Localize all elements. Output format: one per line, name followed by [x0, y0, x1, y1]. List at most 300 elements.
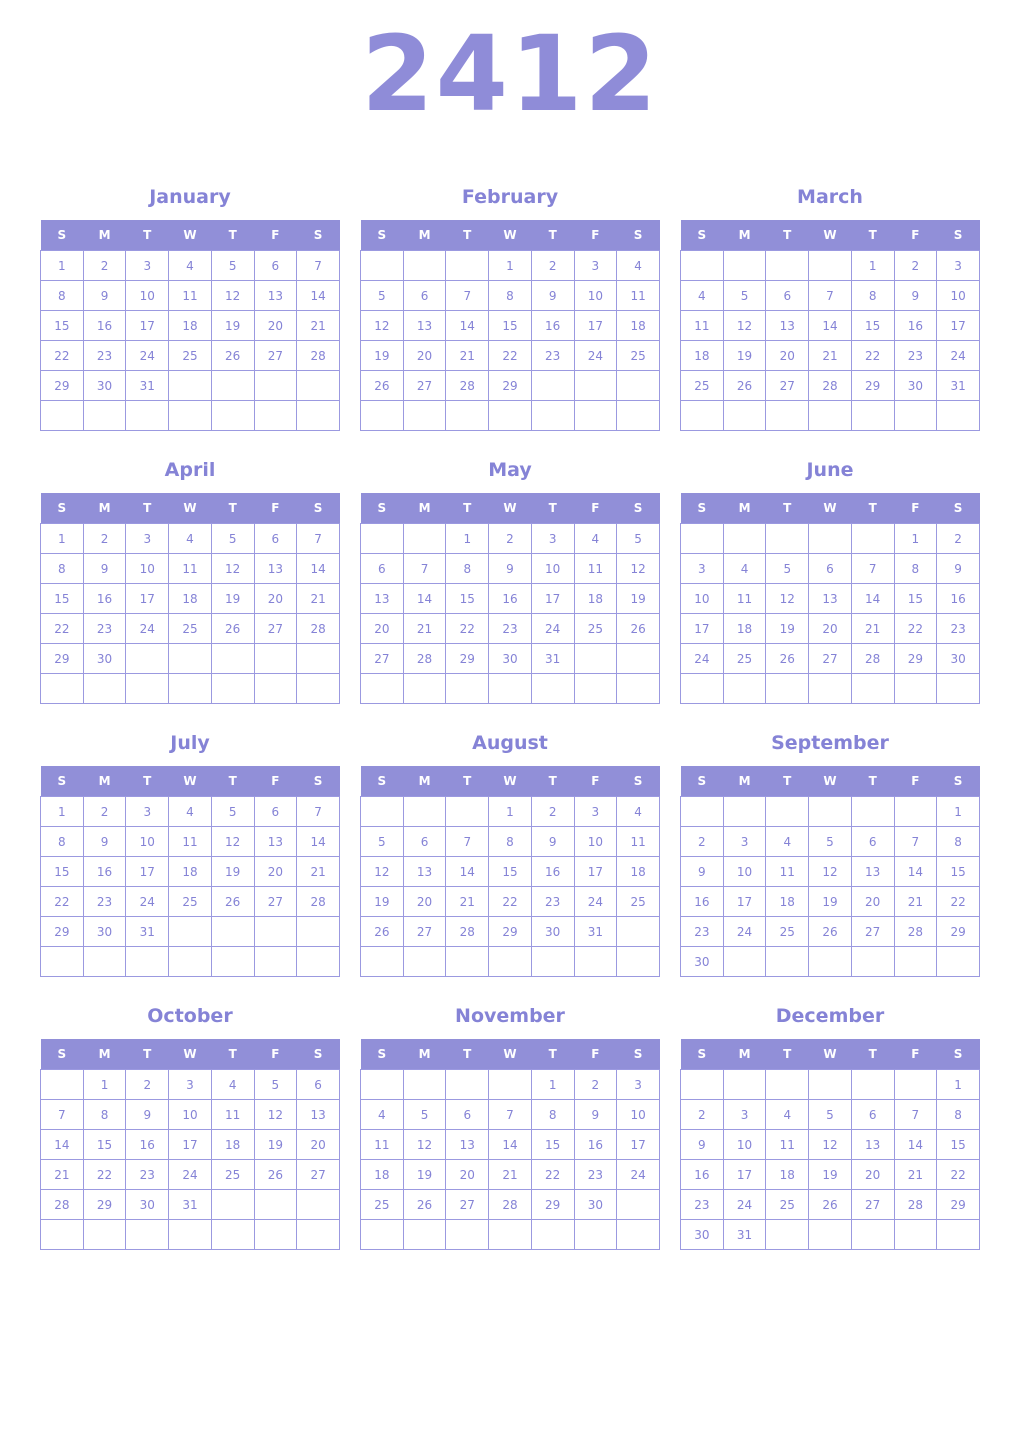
day-cell[interactable]: 4	[681, 281, 724, 311]
day-cell[interactable]: 9	[126, 1100, 169, 1130]
day-cell[interactable]: 26	[809, 1190, 852, 1220]
day-cell[interactable]: 18	[169, 857, 212, 887]
day-cell[interactable]: 1	[83, 1070, 126, 1100]
day-cell[interactable]: 13	[361, 584, 404, 614]
day-cell[interactable]: 7	[489, 1100, 532, 1130]
day-cell[interactable]: 1	[894, 524, 937, 554]
day-cell[interactable]: 15	[489, 857, 532, 887]
day-cell[interactable]: 28	[446, 917, 489, 947]
day-cell[interactable]: 18	[766, 1160, 809, 1190]
day-cell[interactable]: 11	[617, 281, 660, 311]
day-cell[interactable]: 10	[169, 1100, 212, 1130]
day-cell[interactable]: 29	[937, 1190, 980, 1220]
day-cell[interactable]: 23	[83, 887, 126, 917]
day-cell[interactable]: 1	[446, 524, 489, 554]
day-cell[interactable]: 5	[361, 281, 404, 311]
day-cell[interactable]: 8	[937, 827, 980, 857]
day-cell[interactable]: 30	[681, 1220, 724, 1250]
day-cell[interactable]: 19	[809, 1160, 852, 1190]
day-cell[interactable]: 28	[851, 644, 894, 674]
day-cell[interactable]: 5	[211, 524, 254, 554]
day-cell[interactable]: 24	[126, 887, 169, 917]
day-cell[interactable]: 22	[489, 341, 532, 371]
day-cell[interactable]: 4	[169, 524, 212, 554]
day-cell[interactable]: 28	[297, 614, 340, 644]
day-cell[interactable]: 2	[489, 524, 532, 554]
day-cell[interactable]: 26	[211, 341, 254, 371]
day-cell[interactable]: 27	[297, 1160, 340, 1190]
day-cell[interactable]: 28	[894, 1190, 937, 1220]
day-cell[interactable]: 25	[169, 887, 212, 917]
day-cell[interactable]: 12	[617, 554, 660, 584]
day-cell[interactable]: 5	[723, 281, 766, 311]
day-cell[interactable]: 25	[574, 614, 617, 644]
day-cell[interactable]: 16	[681, 887, 724, 917]
day-cell[interactable]: 11	[681, 311, 724, 341]
day-cell[interactable]: 26	[361, 917, 404, 947]
day-cell[interactable]: 28	[489, 1190, 532, 1220]
day-cell[interactable]: 14	[446, 311, 489, 341]
day-cell[interactable]: 22	[937, 887, 980, 917]
day-cell[interactable]: 7	[403, 554, 446, 584]
day-cell[interactable]: 13	[403, 857, 446, 887]
day-cell[interactable]: 23	[574, 1160, 617, 1190]
day-cell[interactable]: 18	[169, 584, 212, 614]
day-cell[interactable]: 31	[574, 917, 617, 947]
day-cell[interactable]: 11	[617, 827, 660, 857]
day-cell[interactable]: 11	[723, 584, 766, 614]
day-cell[interactable]: 12	[211, 281, 254, 311]
day-cell[interactable]: 16	[489, 584, 532, 614]
day-cell[interactable]: 20	[403, 887, 446, 917]
day-cell[interactable]: 22	[41, 887, 84, 917]
day-cell[interactable]: 9	[681, 857, 724, 887]
day-cell[interactable]: 24	[723, 917, 766, 947]
day-cell[interactable]: 13	[254, 281, 297, 311]
day-cell[interactable]: 20	[297, 1130, 340, 1160]
day-cell[interactable]: 13	[766, 311, 809, 341]
day-cell[interactable]: 19	[361, 887, 404, 917]
day-cell[interactable]: 3	[723, 827, 766, 857]
day-cell[interactable]: 20	[446, 1160, 489, 1190]
day-cell[interactable]: 13	[254, 554, 297, 584]
day-cell[interactable]: 25	[723, 644, 766, 674]
day-cell[interactable]: 3	[681, 554, 724, 584]
day-cell[interactable]: 29	[937, 917, 980, 947]
day-cell[interactable]: 16	[83, 311, 126, 341]
day-cell[interactable]: 27	[851, 1190, 894, 1220]
day-cell[interactable]: 25	[211, 1160, 254, 1190]
day-cell[interactable]: 11	[211, 1100, 254, 1130]
day-cell[interactable]: 29	[489, 917, 532, 947]
day-cell[interactable]: 17	[126, 857, 169, 887]
day-cell[interactable]: 25	[169, 341, 212, 371]
day-cell[interactable]: 22	[531, 1160, 574, 1190]
day-cell[interactable]: 12	[211, 827, 254, 857]
day-cell[interactable]: 18	[681, 341, 724, 371]
day-cell[interactable]: 17	[723, 1160, 766, 1190]
day-cell[interactable]: 23	[681, 1190, 724, 1220]
day-cell[interactable]: 19	[766, 614, 809, 644]
day-cell[interactable]: 27	[254, 341, 297, 371]
day-cell[interactable]: 21	[297, 584, 340, 614]
day-cell[interactable]: 12	[361, 311, 404, 341]
day-cell[interactable]: 26	[766, 644, 809, 674]
day-cell[interactable]: 25	[681, 371, 724, 401]
day-cell[interactable]: 15	[83, 1130, 126, 1160]
day-cell[interactable]: 27	[361, 644, 404, 674]
day-cell[interactable]: 24	[531, 614, 574, 644]
day-cell[interactable]: 3	[126, 797, 169, 827]
day-cell[interactable]: 24	[723, 1190, 766, 1220]
day-cell[interactable]: 3	[723, 1100, 766, 1130]
day-cell[interactable]: 31	[126, 917, 169, 947]
day-cell[interactable]: 24	[574, 887, 617, 917]
day-cell[interactable]: 8	[851, 281, 894, 311]
day-cell[interactable]: 4	[723, 554, 766, 584]
day-cell[interactable]: 30	[937, 644, 980, 674]
day-cell[interactable]: 13	[446, 1130, 489, 1160]
day-cell[interactable]: 4	[766, 1100, 809, 1130]
day-cell[interactable]: 31	[723, 1220, 766, 1250]
day-cell[interactable]: 31	[937, 371, 980, 401]
day-cell[interactable]: 14	[446, 857, 489, 887]
day-cell[interactable]: 16	[681, 1160, 724, 1190]
day-cell[interactable]: 27	[403, 371, 446, 401]
day-cell[interactable]: 28	[894, 917, 937, 947]
day-cell[interactable]: 18	[617, 311, 660, 341]
day-cell[interactable]: 21	[446, 887, 489, 917]
day-cell[interactable]: 10	[617, 1100, 660, 1130]
day-cell[interactable]: 15	[894, 584, 937, 614]
day-cell[interactable]: 5	[809, 827, 852, 857]
day-cell[interactable]: 6	[809, 554, 852, 584]
day-cell[interactable]: 20	[809, 614, 852, 644]
day-cell[interactable]: 3	[126, 251, 169, 281]
day-cell[interactable]: 22	[851, 341, 894, 371]
day-cell[interactable]: 15	[851, 311, 894, 341]
day-cell[interactable]: 16	[83, 584, 126, 614]
day-cell[interactable]: 12	[766, 584, 809, 614]
day-cell[interactable]: 17	[574, 857, 617, 887]
day-cell[interactable]: 29	[41, 371, 84, 401]
day-cell[interactable]: 12	[809, 857, 852, 887]
day-cell[interactable]: 9	[681, 1130, 724, 1160]
day-cell[interactable]: 23	[83, 614, 126, 644]
day-cell[interactable]: 14	[489, 1130, 532, 1160]
day-cell[interactable]: 3	[617, 1070, 660, 1100]
day-cell[interactable]: 21	[446, 341, 489, 371]
day-cell[interactable]: 15	[937, 857, 980, 887]
day-cell[interactable]: 22	[937, 1160, 980, 1190]
day-cell[interactable]: 2	[681, 827, 724, 857]
day-cell[interactable]: 11	[574, 554, 617, 584]
day-cell[interactable]: 12	[254, 1100, 297, 1130]
day-cell[interactable]: 23	[83, 341, 126, 371]
day-cell[interactable]: 28	[403, 644, 446, 674]
day-cell[interactable]: 11	[169, 554, 212, 584]
day-cell[interactable]: 21	[894, 887, 937, 917]
day-cell[interactable]: 13	[403, 311, 446, 341]
day-cell[interactable]: 11	[169, 281, 212, 311]
day-cell[interactable]: 21	[41, 1160, 84, 1190]
day-cell[interactable]: 29	[851, 371, 894, 401]
day-cell[interactable]: 2	[83, 797, 126, 827]
day-cell[interactable]: 2	[937, 524, 980, 554]
day-cell[interactable]: 11	[169, 827, 212, 857]
day-cell[interactable]: 20	[766, 341, 809, 371]
day-cell[interactable]: 19	[211, 584, 254, 614]
day-cell[interactable]: 20	[254, 857, 297, 887]
day-cell[interactable]: 26	[617, 614, 660, 644]
day-cell[interactable]: 28	[297, 887, 340, 917]
day-cell[interactable]: 25	[361, 1190, 404, 1220]
day-cell[interactable]: 19	[403, 1160, 446, 1190]
day-cell[interactable]: 1	[937, 797, 980, 827]
day-cell[interactable]: 4	[169, 797, 212, 827]
day-cell[interactable]: 6	[297, 1070, 340, 1100]
day-cell[interactable]: 18	[766, 887, 809, 917]
day-cell[interactable]: 10	[574, 827, 617, 857]
day-cell[interactable]: 23	[531, 341, 574, 371]
day-cell[interactable]: 27	[254, 887, 297, 917]
day-cell[interactable]: 19	[361, 341, 404, 371]
day-cell[interactable]: 5	[361, 827, 404, 857]
day-cell[interactable]: 10	[723, 1130, 766, 1160]
day-cell[interactable]: 7	[446, 281, 489, 311]
day-cell[interactable]: 26	[211, 614, 254, 644]
day-cell[interactable]: 5	[766, 554, 809, 584]
day-cell[interactable]: 9	[531, 281, 574, 311]
day-cell[interactable]: 4	[766, 827, 809, 857]
day-cell[interactable]: 1	[489, 797, 532, 827]
day-cell[interactable]: 22	[83, 1160, 126, 1190]
day-cell[interactable]: 10	[937, 281, 980, 311]
day-cell[interactable]: 8	[83, 1100, 126, 1130]
day-cell[interactable]: 10	[531, 554, 574, 584]
day-cell[interactable]: 15	[41, 857, 84, 887]
day-cell[interactable]: 27	[766, 371, 809, 401]
day-cell[interactable]: 1	[41, 524, 84, 554]
day-cell[interactable]: 20	[851, 887, 894, 917]
day-cell[interactable]: 18	[574, 584, 617, 614]
day-cell[interactable]: 26	[211, 887, 254, 917]
day-cell[interactable]: 18	[169, 311, 212, 341]
day-cell[interactable]: 18	[617, 857, 660, 887]
day-cell[interactable]: 16	[83, 857, 126, 887]
day-cell[interactable]: 27	[403, 917, 446, 947]
day-cell[interactable]: 14	[297, 281, 340, 311]
day-cell[interactable]: 28	[809, 371, 852, 401]
day-cell[interactable]: 27	[446, 1190, 489, 1220]
day-cell[interactable]: 21	[809, 341, 852, 371]
day-cell[interactable]: 15	[41, 311, 84, 341]
day-cell[interactable]: 17	[617, 1130, 660, 1160]
day-cell[interactable]: 15	[41, 584, 84, 614]
day-cell[interactable]: 29	[446, 644, 489, 674]
day-cell[interactable]: 23	[531, 887, 574, 917]
day-cell[interactable]: 7	[297, 797, 340, 827]
day-cell[interactable]: 13	[254, 827, 297, 857]
day-cell[interactable]: 22	[446, 614, 489, 644]
day-cell[interactable]: 8	[937, 1100, 980, 1130]
day-cell[interactable]: 20	[851, 1160, 894, 1190]
day-cell[interactable]: 2	[894, 251, 937, 281]
day-cell[interactable]: 21	[489, 1160, 532, 1190]
day-cell[interactable]: 22	[41, 341, 84, 371]
day-cell[interactable]: 14	[297, 827, 340, 857]
day-cell[interactable]: 16	[531, 311, 574, 341]
day-cell[interactable]: 7	[297, 251, 340, 281]
day-cell[interactable]: 26	[361, 371, 404, 401]
day-cell[interactable]: 6	[254, 251, 297, 281]
day-cell[interactable]: 19	[809, 887, 852, 917]
day-cell[interactable]: 15	[531, 1130, 574, 1160]
day-cell[interactable]: 22	[894, 614, 937, 644]
day-cell[interactable]: 4	[617, 251, 660, 281]
day-cell[interactable]: 24	[574, 341, 617, 371]
day-cell[interactable]: 3	[574, 797, 617, 827]
day-cell[interactable]: 16	[894, 311, 937, 341]
day-cell[interactable]: 30	[894, 371, 937, 401]
day-cell[interactable]: 2	[83, 524, 126, 554]
day-cell[interactable]: 17	[574, 311, 617, 341]
day-cell[interactable]: 27	[851, 917, 894, 947]
day-cell[interactable]: 14	[297, 554, 340, 584]
day-cell[interactable]: 17	[681, 614, 724, 644]
day-cell[interactable]: 24	[617, 1160, 660, 1190]
day-cell[interactable]: 2	[83, 251, 126, 281]
day-cell[interactable]: 14	[41, 1130, 84, 1160]
day-cell[interactable]: 8	[41, 827, 84, 857]
day-cell[interactable]: 19	[211, 857, 254, 887]
day-cell[interactable]: 12	[403, 1130, 446, 1160]
day-cell[interactable]: 16	[574, 1130, 617, 1160]
day-cell[interactable]: 12	[809, 1130, 852, 1160]
day-cell[interactable]: 25	[766, 1190, 809, 1220]
day-cell[interactable]: 5	[617, 524, 660, 554]
day-cell[interactable]: 4	[574, 524, 617, 554]
day-cell[interactable]: 6	[403, 827, 446, 857]
day-cell[interactable]: 26	[809, 917, 852, 947]
day-cell[interactable]: 5	[254, 1070, 297, 1100]
day-cell[interactable]: 29	[531, 1190, 574, 1220]
day-cell[interactable]: 27	[809, 644, 852, 674]
day-cell[interactable]: 23	[489, 614, 532, 644]
day-cell[interactable]: 10	[681, 584, 724, 614]
day-cell[interactable]: 9	[83, 554, 126, 584]
day-cell[interactable]: 28	[41, 1190, 84, 1220]
day-cell[interactable]: 17	[126, 311, 169, 341]
day-cell[interactable]: 7	[297, 524, 340, 554]
day-cell[interactable]: 25	[617, 341, 660, 371]
day-cell[interactable]: 24	[126, 614, 169, 644]
day-cell[interactable]: 12	[361, 857, 404, 887]
day-cell[interactable]: 5	[403, 1100, 446, 1130]
day-cell[interactable]: 29	[83, 1190, 126, 1220]
day-cell[interactable]: 16	[531, 857, 574, 887]
day-cell[interactable]: 30	[83, 917, 126, 947]
day-cell[interactable]: 20	[403, 341, 446, 371]
day-cell[interactable]: 8	[489, 827, 532, 857]
day-cell[interactable]: 22	[41, 614, 84, 644]
day-cell[interactable]: 8	[41, 281, 84, 311]
day-cell[interactable]: 4	[361, 1100, 404, 1130]
day-cell[interactable]: 9	[531, 827, 574, 857]
day-cell[interactable]: 7	[41, 1100, 84, 1130]
day-cell[interactable]: 16	[937, 584, 980, 614]
day-cell[interactable]: 5	[809, 1100, 852, 1130]
day-cell[interactable]: 13	[809, 584, 852, 614]
day-cell[interactable]: 18	[211, 1130, 254, 1160]
day-cell[interactable]: 17	[531, 584, 574, 614]
day-cell[interactable]: 10	[126, 827, 169, 857]
day-cell[interactable]: 2	[681, 1100, 724, 1130]
day-cell[interactable]: 30	[681, 947, 724, 977]
day-cell[interactable]: 12	[723, 311, 766, 341]
day-cell[interactable]: 7	[809, 281, 852, 311]
day-cell[interactable]: 12	[211, 554, 254, 584]
day-cell[interactable]: 4	[169, 251, 212, 281]
day-cell[interactable]: 2	[531, 251, 574, 281]
day-cell[interactable]: 3	[169, 1070, 212, 1100]
day-cell[interactable]: 11	[766, 1130, 809, 1160]
day-cell[interactable]: 1	[489, 251, 532, 281]
day-cell[interactable]: 19	[723, 341, 766, 371]
day-cell[interactable]: 8	[446, 554, 489, 584]
day-cell[interactable]: 30	[126, 1190, 169, 1220]
day-cell[interactable]: 4	[617, 797, 660, 827]
day-cell[interactable]: 30	[531, 917, 574, 947]
day-cell[interactable]: 14	[851, 584, 894, 614]
day-cell[interactable]: 8	[894, 554, 937, 584]
day-cell[interactable]: 23	[681, 917, 724, 947]
day-cell[interactable]: 19	[211, 311, 254, 341]
day-cell[interactable]: 28	[446, 371, 489, 401]
day-cell[interactable]: 21	[851, 614, 894, 644]
day-cell[interactable]: 6	[254, 797, 297, 827]
day-cell[interactable]: 10	[723, 857, 766, 887]
day-cell[interactable]: 28	[297, 341, 340, 371]
day-cell[interactable]: 9	[83, 827, 126, 857]
day-cell[interactable]: 11	[766, 857, 809, 887]
day-cell[interactable]: 3	[574, 251, 617, 281]
day-cell[interactable]: 8	[531, 1100, 574, 1130]
day-cell[interactable]: 3	[937, 251, 980, 281]
day-cell[interactable]: 2	[531, 797, 574, 827]
day-cell[interactable]: 9	[574, 1100, 617, 1130]
day-cell[interactable]: 13	[851, 857, 894, 887]
day-cell[interactable]: 23	[937, 614, 980, 644]
day-cell[interactable]: 26	[723, 371, 766, 401]
day-cell[interactable]: 11	[361, 1130, 404, 1160]
day-cell[interactable]: 1	[851, 251, 894, 281]
day-cell[interactable]: 6	[851, 827, 894, 857]
day-cell[interactable]: 3	[531, 524, 574, 554]
day-cell[interactable]: 20	[361, 614, 404, 644]
day-cell[interactable]: 30	[489, 644, 532, 674]
day-cell[interactable]: 14	[894, 1130, 937, 1160]
day-cell[interactable]: 14	[403, 584, 446, 614]
day-cell[interactable]: 5	[211, 251, 254, 281]
day-cell[interactable]: 7	[446, 827, 489, 857]
day-cell[interactable]: 29	[41, 644, 84, 674]
day-cell[interactable]: 14	[894, 857, 937, 887]
day-cell[interactable]: 15	[937, 1130, 980, 1160]
day-cell[interactable]: 21	[403, 614, 446, 644]
day-cell[interactable]: 9	[83, 281, 126, 311]
day-cell[interactable]: 19	[617, 584, 660, 614]
